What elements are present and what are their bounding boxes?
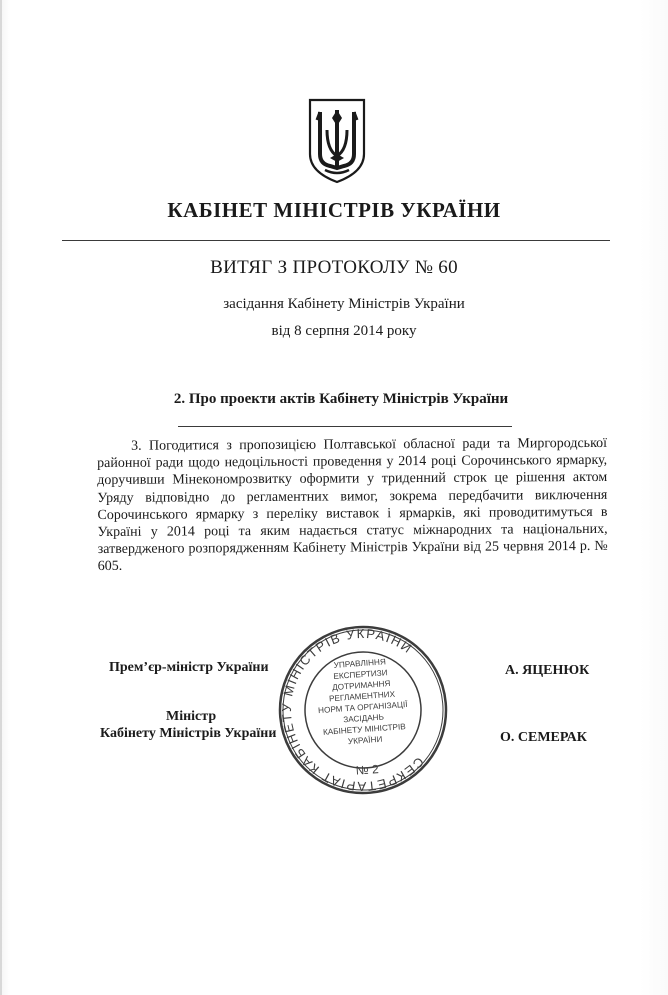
agenda-item-title: 2. Про проекти актів Кабінету Міністрів України <box>173 391 509 407</box>
stamp-line-5: НОРМ ТА ОРГАНІЗАЦІЇ <box>317 699 408 716</box>
signatory-name-prime-minister: А. ЯЦЕНЮК <box>505 663 590 678</box>
session-line: засідання Кабінету Міністрів України <box>223 296 465 312</box>
stamp-line-6: ЗАСІДАНЬ <box>342 712 385 725</box>
signatory-title-minister-line2: Кабінету Міністрів України <box>100 726 277 741</box>
agenda-item-divider <box>178 426 512 427</box>
stamp-line-8: УКРАЇНИ <box>347 734 383 747</box>
stamp-line-2: ЕКСПЕРТИЗИ <box>333 668 388 681</box>
stamp-line-7: КАБІНЕТУ МІНІСТРІВ <box>322 722 407 737</box>
page-edge-shadow <box>0 0 2 995</box>
signatory-title-prime-minister: Прем’єр-міністр України <box>109 660 269 675</box>
stamp-number: № 2 <box>355 762 380 778</box>
signatory-title-minister-line1: Міністр <box>166 709 217 724</box>
stamp-line-1: УПРАВЛІННЯ <box>333 657 387 670</box>
decision-paragraph: 3. Погодитися з пропозицією Полтавської обласної ради та Миргородської районної ради щодо недоцільності проведення у 2014 році Сорочинського ярмарку, доручивши Мінекономрозвитку оформити у триденний строк це рішення актом Уряду відповідно до регламентних вимог, зокрема передбачити виключення Сорочинського ярмарку з переліку виставок і ярмарків, які проводитимуться в Україні у 2014 році та яким надається статус міжнародних та національних, затвердженого розпорядженням Кабінету Міністрів України від 25 червня 2014 р. № 605. <box>97 435 608 575</box>
official-seal-stamp <box>277 624 449 796</box>
stamp-ring-text: СЕКРЕТАРІАТ КАБІНЕТУ МІНІСТРІВ УКРАЇНИ <box>278 625 427 795</box>
date-line: від 8 серпня 2014 року <box>271 323 417 339</box>
header-divider <box>62 240 610 241</box>
protocol-heading: ВИТЯГ З ПРОТОКОЛУ № 60 <box>210 257 458 278</box>
organization-title: КАБІНЕТ МІНІСТРІВ УКРАЇНИ <box>167 198 501 222</box>
signatory-name-minister: О. СЕМЕРАК <box>500 730 587 745</box>
stamp-line-3: ДОТРИМАННЯ <box>331 679 391 693</box>
stamp-line-4: РЕГЛАМЕНТНИХ <box>328 689 396 704</box>
trident-emblem-icon <box>306 96 368 184</box>
